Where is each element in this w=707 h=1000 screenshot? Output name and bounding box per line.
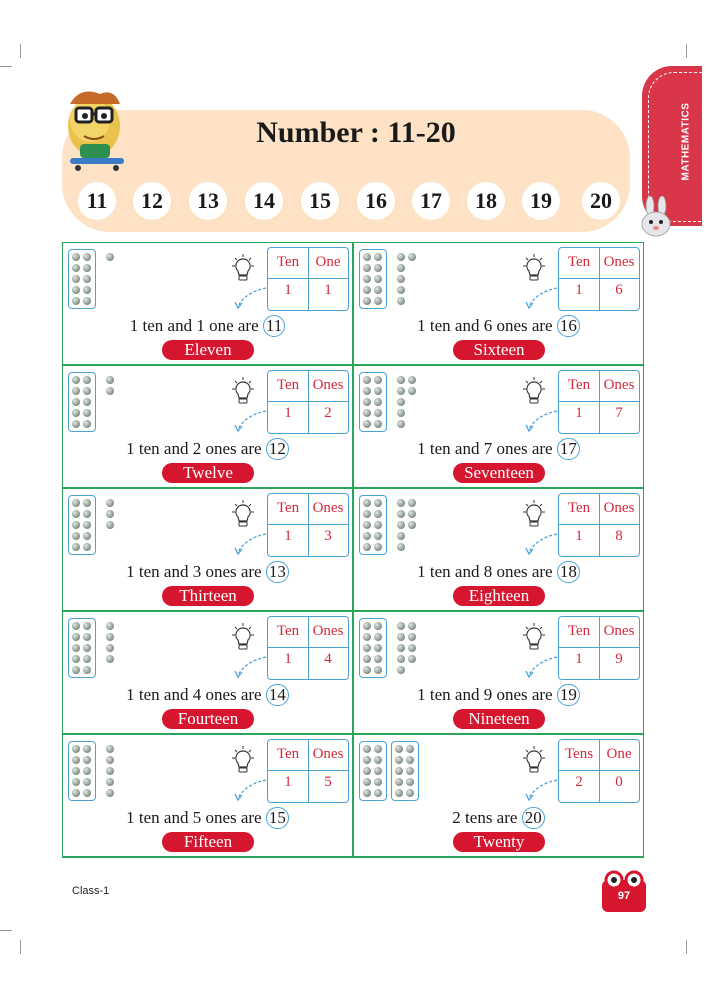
- number-strip-item: 20: [582, 182, 620, 220]
- number-strip-item: 13: [189, 182, 227, 220]
- tens-value: 1: [284, 528, 292, 544]
- coin-icon: [408, 644, 416, 652]
- ones-value: 3: [324, 528, 332, 544]
- place-value-table: [267, 370, 349, 434]
- number-strip-item: 18: [467, 182, 505, 220]
- bulb-icon: [228, 254, 258, 284]
- coin-icon: [374, 387, 382, 395]
- circled-number: 17: [557, 438, 580, 460]
- coin-icon: [363, 778, 371, 786]
- number-sentence: [62, 561, 353, 583]
- coin-icon: [397, 521, 405, 529]
- number-word-badge: Eleven: [162, 340, 254, 360]
- coin-icon: [363, 253, 371, 261]
- arrow-icon: [519, 409, 559, 435]
- number-strip-item: 16: [357, 182, 395, 220]
- coin-icon: [83, 767, 91, 775]
- sentence-text: 1 ten and 2 ones are: [126, 439, 262, 458]
- circled-number: 14: [266, 684, 289, 706]
- coin-icon: [83, 398, 91, 406]
- coin-icon: [106, 510, 114, 518]
- coin-icon: [363, 499, 371, 507]
- arrow-icon: [519, 655, 559, 681]
- coin-icon: [106, 756, 114, 764]
- coin-icon: [363, 510, 371, 518]
- coin-icon: [363, 521, 371, 529]
- coin-icon: [363, 275, 371, 283]
- coin-icon: [397, 655, 405, 663]
- subject-label: MATHEMATICS: [680, 102, 692, 181]
- coin-icon: [363, 745, 371, 753]
- arrow-icon: [228, 655, 268, 681]
- coin-icon: [406, 745, 414, 753]
- coin-icon: [408, 387, 416, 395]
- circled-number: 20: [522, 807, 545, 829]
- place-value-table: [558, 370, 640, 434]
- coin-icon: [363, 387, 371, 395]
- coin-icon: [72, 510, 80, 518]
- arrow-icon: [228, 409, 268, 435]
- number-word-badge: Sixteen: [453, 340, 545, 360]
- coin-icon: [72, 666, 80, 674]
- coin-icon: [363, 789, 371, 797]
- circled-number: 15: [266, 807, 289, 829]
- number-sentence: [62, 315, 353, 337]
- ones-value: 0: [615, 774, 623, 790]
- number-strip-item: 11: [78, 182, 116, 220]
- sentence-text: 1 ten and 7 ones are: [417, 439, 553, 458]
- tens-value: 1: [575, 282, 583, 298]
- bulb-icon: [519, 746, 549, 776]
- coin-icon: [106, 622, 114, 630]
- coin-icon: [397, 532, 405, 540]
- ones-header: Ones: [312, 500, 344, 516]
- coin-icon: [374, 666, 382, 674]
- coin-icon: [106, 778, 114, 786]
- coin-icon: [397, 420, 405, 428]
- circled-number: 16: [557, 315, 580, 337]
- place-value-table: [558, 616, 640, 680]
- coin-icon: [397, 622, 405, 630]
- circled-number: 18: [557, 561, 580, 583]
- ones-header: Ones: [603, 254, 635, 270]
- coin-icon: [408, 633, 416, 641]
- coin-icon: [72, 409, 80, 417]
- coin-icon: [83, 376, 91, 384]
- coin-icon: [408, 622, 416, 630]
- sentence-text: 2 tens are: [452, 808, 518, 827]
- coin-icon: [106, 633, 114, 641]
- coin-icon: [363, 409, 371, 417]
- coin-icon: [72, 499, 80, 507]
- ones-header: Ones: [312, 377, 344, 393]
- number-word-badge: Eighteen: [453, 586, 545, 606]
- coin-icon: [83, 409, 91, 417]
- coin-icon: [72, 376, 80, 384]
- coin-icon: [72, 398, 80, 406]
- coin-icon: [363, 286, 371, 294]
- arrow-icon: [228, 286, 268, 312]
- coin-icon: [395, 767, 403, 775]
- bulb-icon: [228, 623, 258, 653]
- coin-icon: [397, 376, 405, 384]
- place-value-table: [267, 493, 349, 557]
- coin-icon: [72, 543, 80, 551]
- tens-header: Ten: [567, 500, 591, 516]
- coin-icon: [374, 778, 382, 786]
- coin-icon: [408, 253, 416, 261]
- coin-icon: [397, 644, 405, 652]
- ones-header: Ones: [603, 623, 635, 639]
- number-word-badge: Seventeen: [453, 463, 545, 483]
- coin-icon: [374, 275, 382, 283]
- number-strip-item: 17: [412, 182, 450, 220]
- coin-icon: [397, 510, 405, 518]
- crop-mark: [686, 44, 687, 58]
- coin-icon: [363, 264, 371, 272]
- number-sentence: [353, 807, 644, 829]
- coin-icon: [408, 376, 416, 384]
- coin-icon: [83, 253, 91, 261]
- arrow-icon: [228, 532, 268, 558]
- coin-icon: [83, 521, 91, 529]
- crop-mark: [20, 44, 21, 58]
- mascot-icon: [60, 82, 132, 172]
- coin-icon: [72, 756, 80, 764]
- circled-number: 13: [266, 561, 289, 583]
- tens-value: 1: [284, 774, 292, 790]
- ones-header: Ones: [603, 377, 635, 393]
- coin-icon: [406, 767, 414, 775]
- tens-header: Ten: [276, 377, 300, 393]
- coin-icon: [374, 264, 382, 272]
- coin-icon: [374, 521, 382, 529]
- ones-value: 4: [324, 651, 332, 667]
- coin-icon: [397, 666, 405, 674]
- coin-icon: [106, 376, 114, 384]
- ones-header: Ones: [603, 500, 635, 516]
- coin-icon: [374, 756, 382, 764]
- coin-icon: [72, 387, 80, 395]
- coin-icon: [72, 253, 80, 261]
- coin-icon: [106, 789, 114, 797]
- bulb-icon: [228, 500, 258, 530]
- ones-value: 8: [615, 528, 623, 544]
- tens-value: 1: [575, 405, 583, 421]
- coin-icon: [72, 275, 80, 283]
- coin-icon: [374, 745, 382, 753]
- coin-icon: [374, 420, 382, 428]
- page-number: 97: [617, 890, 631, 902]
- number-word-badge: Twelve: [162, 463, 254, 483]
- coin-icon: [374, 789, 382, 797]
- coin-icon: [106, 253, 114, 261]
- sentence-text: 1 ten and 5 ones are: [126, 808, 262, 827]
- tens-header: Ten: [276, 500, 300, 516]
- coin-icon: [408, 655, 416, 663]
- crop-mark: [686, 940, 687, 954]
- coin-icon: [72, 622, 80, 630]
- number-sentence: [62, 438, 353, 460]
- coin-icon: [106, 745, 114, 753]
- coin-icon: [363, 655, 371, 663]
- coin-icon: [106, 387, 114, 395]
- coin-icon: [83, 655, 91, 663]
- coin-icon: [374, 767, 382, 775]
- tens-header: Ten: [567, 377, 591, 393]
- coin-icon: [408, 521, 416, 529]
- coin-icon: [72, 644, 80, 652]
- coin-icon: [83, 275, 91, 283]
- coin-icon: [72, 521, 80, 529]
- arrow-icon: [519, 778, 559, 804]
- tens-value: 1: [284, 651, 292, 667]
- coin-icon: [374, 532, 382, 540]
- coin-icon: [83, 264, 91, 272]
- coin-icon: [363, 376, 371, 384]
- sentence-text: 1 ten and 8 ones are: [417, 562, 553, 581]
- ones-header: Ones: [312, 623, 344, 639]
- coin-icon: [83, 756, 91, 764]
- coin-icon: [374, 633, 382, 641]
- coin-icon: [83, 666, 91, 674]
- coin-icon: [83, 778, 91, 786]
- ones-value: 7: [615, 405, 623, 421]
- tens-header: Ten: [276, 746, 300, 762]
- crop-mark: [0, 66, 12, 67]
- coin-icon: [374, 253, 382, 261]
- coin-icon: [83, 644, 91, 652]
- ones-header: One: [315, 254, 341, 270]
- coin-icon: [397, 543, 405, 551]
- number-word-badge: Thirteen: [162, 586, 254, 606]
- arrow-icon: [228, 778, 268, 804]
- coin-icon: [72, 633, 80, 641]
- number-sentence: [353, 438, 644, 460]
- tens-header: Ten: [276, 623, 300, 639]
- coin-icon: [397, 398, 405, 406]
- bulb-icon: [228, 746, 258, 776]
- coin-icon: [395, 745, 403, 753]
- tens-header: Ten: [276, 254, 300, 270]
- crop-mark: [20, 940, 21, 954]
- number-sentence: [62, 684, 353, 706]
- place-value-table: [558, 739, 640, 803]
- coin-icon: [374, 499, 382, 507]
- sentence-text: 1 ten and 9 ones are: [417, 685, 553, 704]
- circled-number: 12: [266, 438, 289, 460]
- coin-icon: [363, 420, 371, 428]
- tens-header: Tens: [564, 746, 594, 762]
- coin-icon: [83, 510, 91, 518]
- coin-icon: [72, 532, 80, 540]
- coin-icon: [72, 789, 80, 797]
- place-value-table: [267, 616, 349, 680]
- bunny-icon: [634, 196, 678, 238]
- coin-icon: [374, 286, 382, 294]
- coin-icon: [363, 543, 371, 551]
- coin-icon: [106, 767, 114, 775]
- number-word-badge: Twenty: [453, 832, 545, 852]
- coin-icon: [83, 633, 91, 641]
- tens-value: 1: [284, 282, 292, 298]
- number-word-badge: Nineteen: [453, 709, 545, 729]
- coin-icon: [374, 297, 382, 305]
- coin-icon: [83, 745, 91, 753]
- coin-icon: [83, 387, 91, 395]
- coin-icon: [363, 297, 371, 305]
- bulb-icon: [519, 254, 549, 284]
- coin-icon: [395, 789, 403, 797]
- circled-number: 11: [263, 315, 285, 337]
- coin-icon: [363, 666, 371, 674]
- coin-icon: [363, 644, 371, 652]
- coin-icon: [397, 387, 405, 395]
- coin-icon: [106, 644, 114, 652]
- coin-icon: [83, 622, 91, 630]
- coin-icon: [408, 510, 416, 518]
- coin-icon: [374, 622, 382, 630]
- number-strip-item: 15: [301, 182, 339, 220]
- coin-icon: [374, 543, 382, 551]
- coin-icon: [72, 420, 80, 428]
- number-word-badge: Fourteen: [162, 709, 254, 729]
- coin-icon: [72, 655, 80, 663]
- arrow-icon: [519, 532, 559, 558]
- tens-value: 1: [575, 528, 583, 544]
- coin-icon: [83, 297, 91, 305]
- ones-value: 5: [324, 774, 332, 790]
- coin-icon: [374, 644, 382, 652]
- coin-icon: [406, 756, 414, 764]
- bulb-icon: [519, 500, 549, 530]
- tens-value: 1: [575, 651, 583, 667]
- tens-value: 1: [284, 405, 292, 421]
- coin-icon: [397, 297, 405, 305]
- coin-icon: [395, 756, 403, 764]
- coin-icon: [397, 286, 405, 294]
- coin-icon: [72, 745, 80, 753]
- class-label: Class-1: [72, 885, 110, 897]
- place-value-table: [558, 247, 640, 311]
- bulb-icon: [228, 377, 258, 407]
- bulb-icon: [519, 377, 549, 407]
- coin-icon: [106, 499, 114, 507]
- coin-icon: [406, 789, 414, 797]
- place-value-table: [558, 493, 640, 557]
- coin-icon: [83, 532, 91, 540]
- place-value-table: [267, 247, 349, 311]
- ones-header: One: [606, 746, 632, 762]
- coin-icon: [363, 398, 371, 406]
- tens-header: Ten: [567, 623, 591, 639]
- coin-icon: [106, 655, 114, 663]
- coin-icon: [83, 499, 91, 507]
- coin-icon: [406, 778, 414, 786]
- crop-mark: [0, 930, 12, 931]
- coin-icon: [408, 499, 416, 507]
- coin-icon: [397, 409, 405, 417]
- number-strip-item: 12: [133, 182, 171, 220]
- coin-icon: [374, 398, 382, 406]
- ones-value: 2: [324, 405, 332, 421]
- coin-icon: [83, 286, 91, 294]
- tens-header: Ten: [567, 254, 591, 270]
- number-sentence: [353, 315, 644, 337]
- coin-icon: [395, 778, 403, 786]
- coin-icon: [397, 499, 405, 507]
- coin-icon: [363, 767, 371, 775]
- number-strip-item: 19: [522, 182, 560, 220]
- ones-value: 9: [615, 651, 623, 667]
- circled-number: 19: [557, 684, 580, 706]
- coin-icon: [83, 420, 91, 428]
- sentence-text: 1 ten and 4 ones are: [126, 685, 262, 704]
- ones-value: 1: [324, 282, 332, 298]
- number-sentence: [353, 561, 644, 583]
- number-strip-item: 14: [245, 182, 283, 220]
- number-sentence: [62, 807, 353, 829]
- sentence-text: 1 ten and 3 ones are: [126, 562, 262, 581]
- coin-icon: [72, 778, 80, 786]
- bulb-icon: [519, 623, 549, 653]
- coin-icon: [363, 622, 371, 630]
- coin-icon: [397, 253, 405, 261]
- tens-value: 2: [575, 774, 583, 790]
- coin-icon: [72, 286, 80, 294]
- place-value-table: [267, 739, 349, 803]
- sentence-text: 1 ten and 1 one are: [129, 316, 259, 335]
- coin-icon: [374, 409, 382, 417]
- ones-value: 6: [615, 282, 623, 298]
- coin-icon: [374, 655, 382, 663]
- coin-icon: [83, 789, 91, 797]
- arrow-icon: [519, 286, 559, 312]
- coin-icon: [374, 510, 382, 518]
- coin-icon: [363, 756, 371, 764]
- coin-icon: [397, 275, 405, 283]
- coin-icon: [397, 633, 405, 641]
- coin-icon: [72, 297, 80, 305]
- coin-icon: [374, 376, 382, 384]
- page-title: Number : 11-20: [256, 116, 456, 149]
- number-sentence: [353, 684, 644, 706]
- sentence-text: 1 ten and 6 ones are: [417, 316, 553, 335]
- ones-header: Ones: [312, 746, 344, 762]
- coin-icon: [106, 521, 114, 529]
- coin-icon: [72, 264, 80, 272]
- coin-icon: [363, 633, 371, 641]
- coin-icon: [83, 543, 91, 551]
- coin-icon: [72, 767, 80, 775]
- coin-icon: [397, 264, 405, 272]
- coin-icon: [363, 532, 371, 540]
- number-word-badge: Fifteen: [162, 832, 254, 852]
